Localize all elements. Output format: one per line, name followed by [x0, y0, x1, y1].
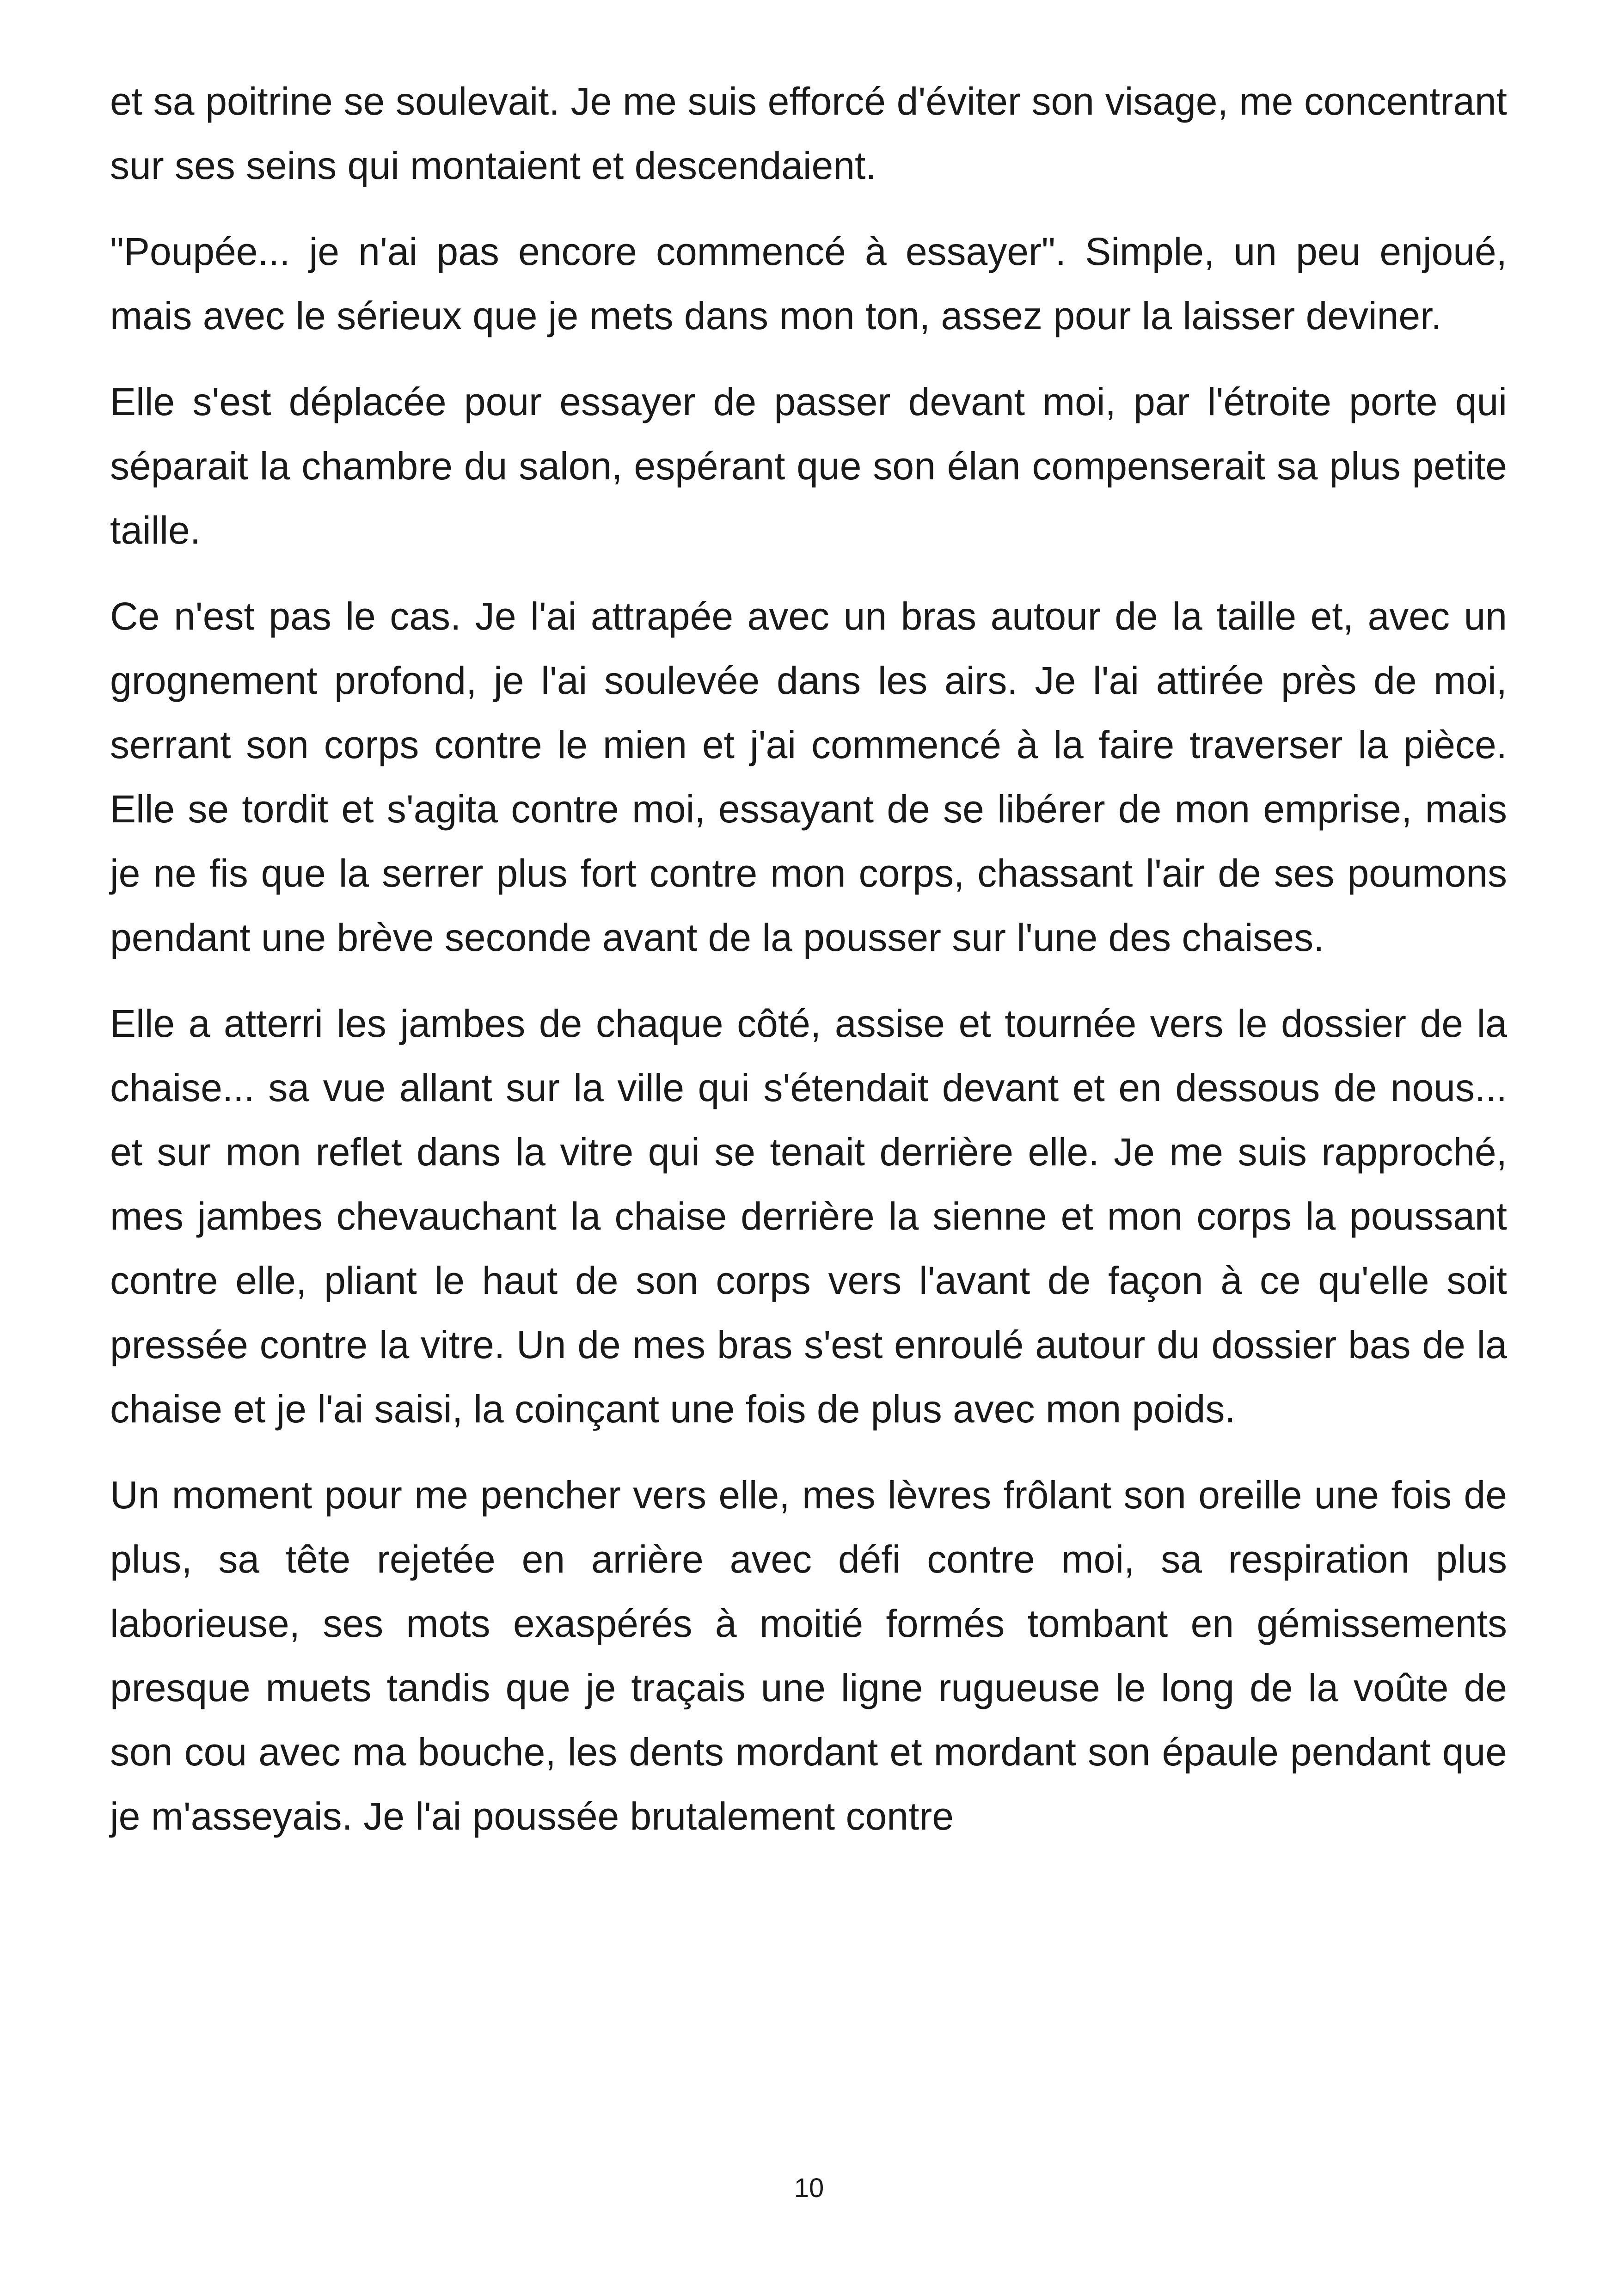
- paragraph-1: et sa poitrine se soulevait. Je me suis efforcé d'éviter son visage, me concentrant sur ses seins qui montaient et descendaient.: [110, 80, 1507, 187]
- paragraph-5: Elle a atterri les jambes de chaque côté, assise et tournée vers le dossier de la chaise... sa vue allant sur la ville qui s'étendait devant et en dessous de nous... et sur mon reflet dans la vitre qui se tenait derrière elle. Je me suis rapproché, mes jambes chevauchant la chaise derrière la sienne et mon corps la poussant contre elle, pliant le haut de son corps vers l'avant de façon à ce qu'elle soit pressée contre la vitre. Un de mes bras s'est enroulé autour du dossier bas de la chaise et je l'ai saisi, la coinçant une fois de plus avec mon poids.: [110, 1002, 1507, 1431]
- paragraph-6: Un moment pour me pencher vers elle, mes lèvres frôlant son oreille une fois de plus, sa tête rejetée en arrière avec défi contre moi, sa respiration plus laborieuse, ses mots exaspérés à moitié formés tombant en gémissements presque muets tandis que je traçais une ligne rugueuse le long de la voûte de son cou avec ma bouche, les dents mordant et mordant son épaule pendant que je m'asseyais. Je l'ai poussée brutalement contre: [110, 1473, 1507, 1838]
- paragraph-4: Ce n'est pas le cas. Je l'ai attrapée avec un bras autour de la taille et, avec un grognement profond, je l'ai soulevée dans les airs. Je l'ai attirée près de moi, serrant son corps contre le mien et j'ai commencé à la faire traverser la pièce. Elle se tordit et s'agita contre moi, essayant de se libérer de mon emprise, mais je ne fis que la serrer plus fort contre mon corps, chassant l'air de ses poumons pendant une brève seconde avant de la pousser sur l'une des chaises.: [110, 594, 1507, 959]
- body-text: [110, 69, 1507, 1870]
- page-number: 10: [794, 2173, 824, 2203]
- paragraph-3: Elle s'est déplacée pour essayer de passer devant moi, par l'étroite porte qui séparait la chambre du salon, espérant que son élan compenserait sa plus petite taille.: [110, 380, 1507, 552]
- paragraph-2: "Poupée... je n'ai pas encore commencé à essayer". Simple, un peu enjoué, mais avec le sérieux que je mets dans mon ton, assez pour la laisser deviner.: [110, 230, 1507, 337]
